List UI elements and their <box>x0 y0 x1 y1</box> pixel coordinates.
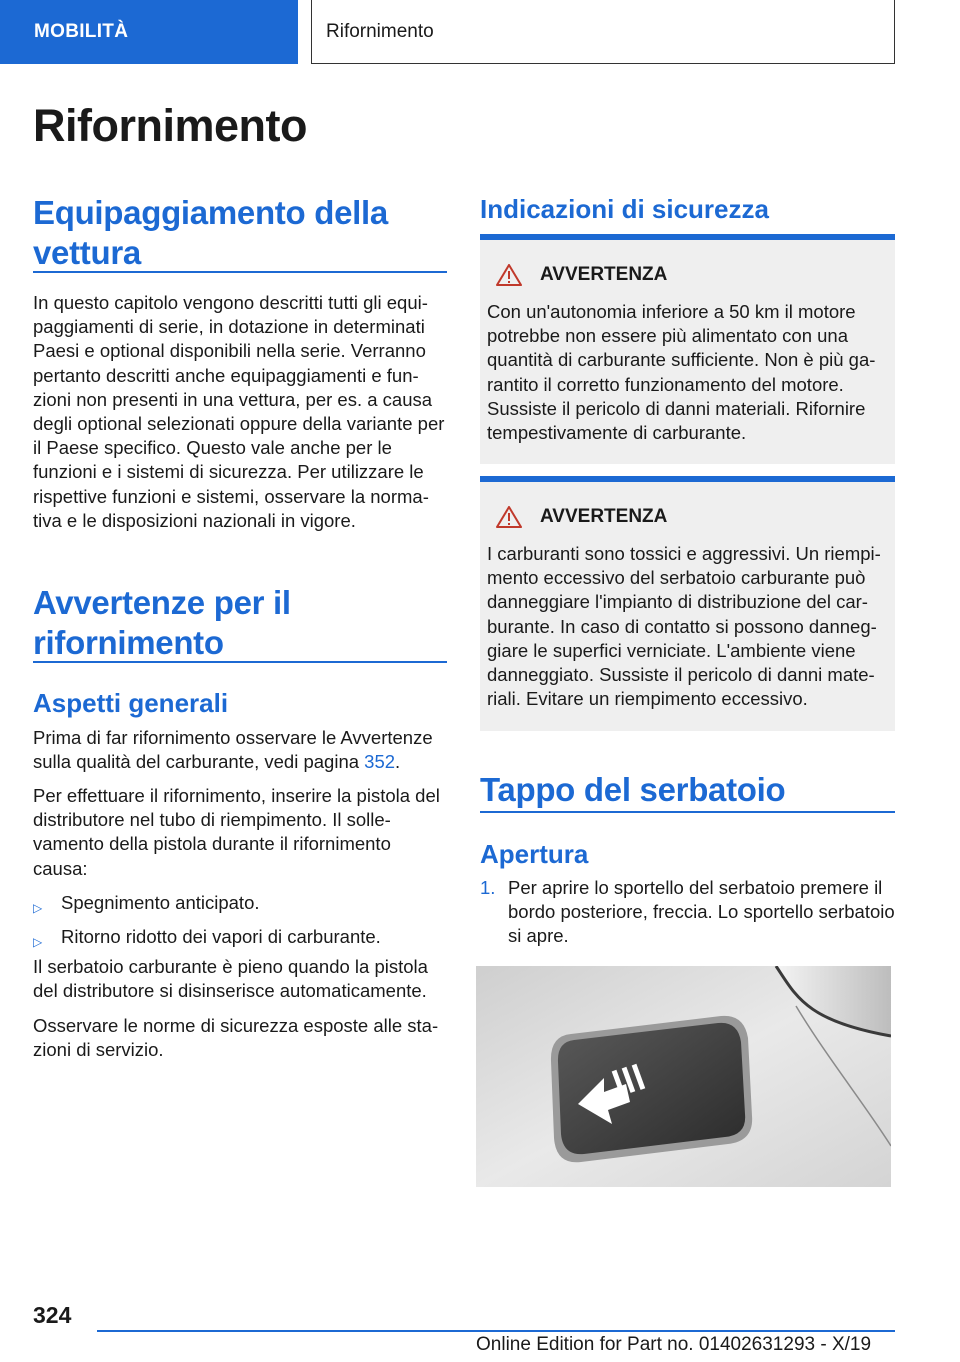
aspetti-p1-end: . <box>395 751 401 773</box>
rule-equipaggiamento <box>33 271 447 273</box>
equipaggiamento-text: In questo capitolo vengono descritti tutti gli equipaggiamenti di serie, in dotazione in determinati Paesi e optional disponibili nella serie. Verranno pertanto descritti anche equipaggiamenti e funzioni non presenti in una vettura, per es. a causa degli optional selezionati oppure della variante per il Paese specifico. Questo vale anche per le funzioni e i sistemi di sicurezza. Per utilizzare le rispettive funzioni e sistemi, osservare la normativa e le disposizioni nazionali in vigore. <box>33 292 445 531</box>
triangle-bullet-icon: ▷ <box>33 935 43 949</box>
warning-text: I carburanti sono tossici e aggressivi. Un riempimento eccessivo del serbatoio carburante può danneggiare l'impianto di distribuzione del carburante. In caso di contatto si possono danneggiare le superfici verniciate. L'ambiente viene danneggiato. Sussiste il pericolo di danni materiali. Evitare un riempimento eccessivo. <box>487 543 881 710</box>
heading-tappo-serbatoio: Tappo del serbatoio <box>480 771 786 808</box>
aspetti-paragraph-4: Osservare le norme di sicurezza esposte alle stazioni di servizio. <box>33 1015 439 1061</box>
bullet-item <box>33 925 447 954</box>
heading-avvertenze: Avvertenze per il rifornimento <box>33 584 291 661</box>
section-tab: MOBILITÀ <box>0 0 298 64</box>
bullet-text: Spegnimento anticipato. <box>61 892 260 913</box>
chapter-tab: Rifornimento <box>311 0 895 64</box>
fuel-flap-illustration <box>476 966 891 1187</box>
fuel-flap-figure <box>476 966 891 1187</box>
heading-sicurezza: Indicazioni di sicurezza <box>480 194 769 224</box>
warning-triangle-icon <box>496 506 522 528</box>
bullet-text: Ritorno ridotto dei vapori di carburante. <box>61 926 381 947</box>
footer-rule <box>97 1330 895 1332</box>
warning-title: AVVERTENZA <box>540 506 668 527</box>
heading-equipaggiamento: Equipaggiamento della vettura <box>33 194 388 271</box>
step-text: Per aprire lo sportello del serbatoio premere il bordo posteriore, freccia. Lo sportello serbatoio si apre. <box>508 877 895 947</box>
warning-box <box>480 476 895 731</box>
warning-header <box>496 264 667 286</box>
warning-header <box>496 506 667 528</box>
page-title: Rifornimento <box>33 100 307 151</box>
heading-aspetti-generali: Aspetti generali <box>33 688 229 718</box>
warning-title: AVVERTENZA <box>540 264 668 285</box>
rule-avvertenze <box>33 661 447 663</box>
warning-text: Con un'autonomia inferiore a 50 km il motore potrebbe non essere più alimentato con una quantità di carburante sufficiente. Non è più garantito il corretto funzionamento del motore. Sussiste il pericolo di danni materiali. Rifornire tempestivamente di carburante. <box>487 301 876 444</box>
bullet-item <box>33 891 447 920</box>
warning-triangle-icon <box>496 264 522 286</box>
page-number: 324 <box>33 1302 72 1328</box>
step-number: 1. <box>480 877 496 898</box>
heading-apertura: Apertura <box>480 839 589 869</box>
aspetti-paragraph-3: Il serbatoio carburante è pieno quando la pistola del distributore si disinserisce automaticamente. <box>33 956 428 1002</box>
aspetti-p1-text: Prima di far rifornimento osservare le Avvertenze sulla qualità del carburante, vedi pagina <box>33 727 433 773</box>
triangle-bullet-icon: ▷ <box>33 901 43 915</box>
page-link-352[interactable]: 352 <box>364 751 396 773</box>
aspetti-paragraph-1 <box>33 726 447 774</box>
footer-edition: Online Edition for Part no. 01402631293 - X/19 <box>476 1334 872 1355</box>
rule-tappo <box>480 811 895 813</box>
step-item <box>480 876 895 949</box>
aspetti-paragraph-2: Per effettuare il rifornimento, inserire la pistola del distributore nel tubo di riempimento. Il sollevamento della pistola durante il rifornimento causa: <box>33 785 440 879</box>
warning-box <box>480 234 895 464</box>
